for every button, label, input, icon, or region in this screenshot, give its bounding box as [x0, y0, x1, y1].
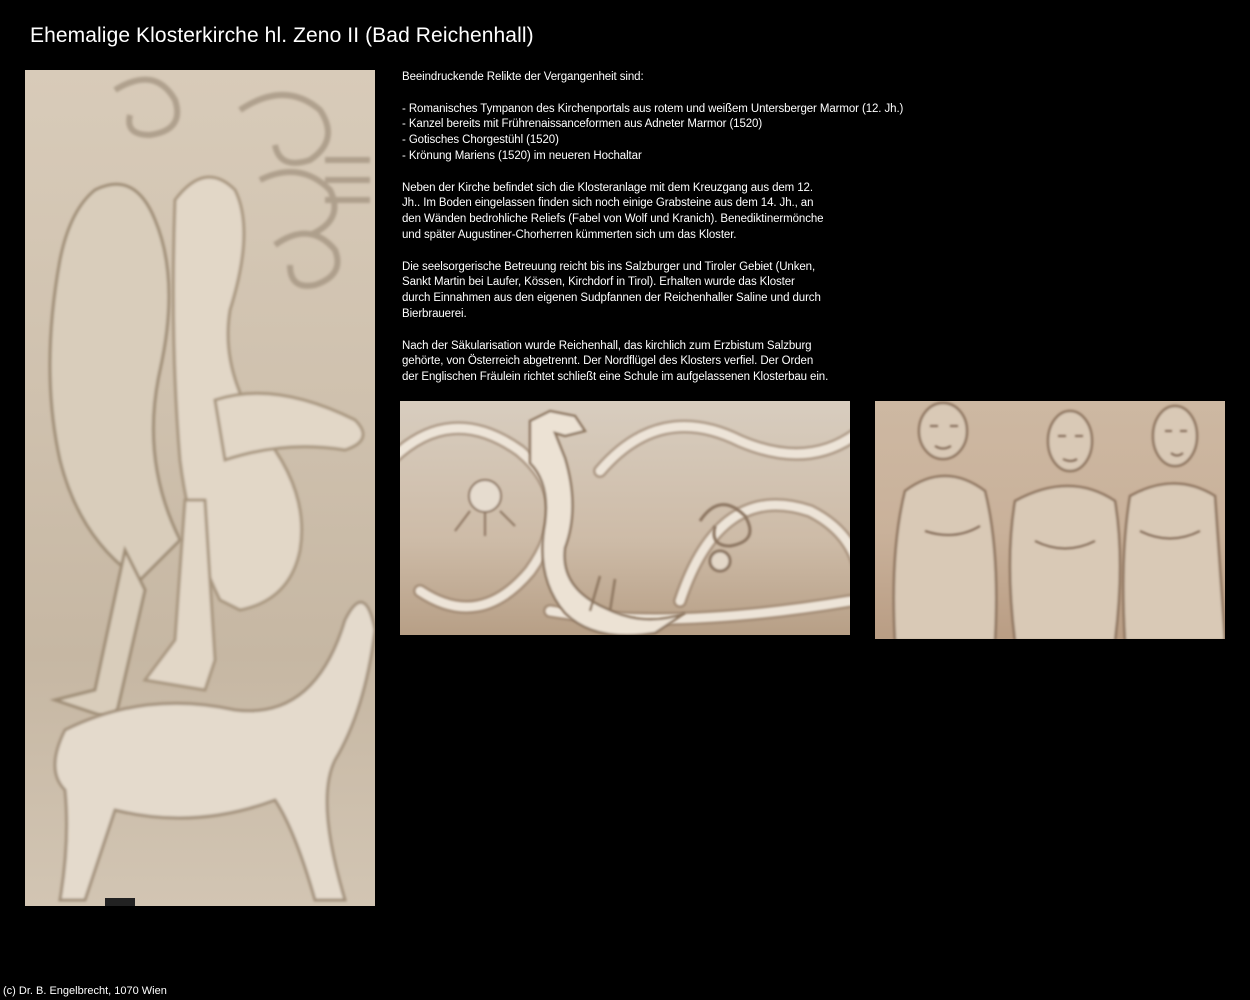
relief-photo-figures[interactable] [875, 401, 1225, 639]
list-item: - Romanisches Tympanon des Kirchenportals aus rotem und weißem Untersberger Marmor (12. Jh.) [402, 102, 904, 115]
text-line: Die seelsorgerische Betreuung reicht bis ins Salzburger und Tiroler Gebiet (Unken, [402, 260, 816, 273]
relief-photo-dragon[interactable] [400, 401, 850, 635]
list-item: - Kanzel bereits mit Frührenaissanceformen aus Adneter Marmor (1520) [402, 118, 763, 131]
text-line: gehörte, von Österreich abgetrennt. Der Nordflügel des Klosters verfiel. Der Orden [402, 355, 814, 368]
relief-photo-wolf-crane[interactable] [25, 70, 375, 906]
list-item: - Gotisches Chorgestühl (1520) [402, 134, 559, 147]
pastoral-paragraph [402, 260, 962, 323]
cloister-paragraph [402, 181, 962, 244]
text-line: den Wänden bedrohliche Reliefs (Fabel von Wolf und Kranich). Benediktinermönche [402, 213, 824, 226]
relief-illustration [25, 70, 375, 906]
text-line: Jh.. Im Boden eingelassen finden sich noch einige Grabsteine aus dem 14. Jh., an [402, 197, 814, 210]
intro-paragraph [402, 70, 962, 86]
text-line: Bierbrauerei. [402, 307, 467, 320]
page-title: Ehemalige Klosterkirche hl. Zeno II (Bad Reichenhall) [30, 24, 534, 47]
text-line: der Englischen Fräulein richtet schließt eine Schule im aufgelassenen Klosterbau ein. [402, 371, 829, 384]
text-line: und später Augustiner-Chorherren kümmerten sich um das Kloster. [402, 228, 737, 241]
list-item: - Krönung Mariens (1520) im neueren Hochaltar [402, 149, 642, 162]
text-line: durch Einnahmen aus den eigenen Sudpfannen der Reichenhaller Saline und durch [402, 292, 821, 305]
relics-list [402, 102, 962, 165]
text-line: Neben der Kirche befindet sich die Klosteranlage mit dem Kreuzgang aus dem 12. [402, 181, 813, 194]
text-line: Sankt Martin bei Laufer, Kössen, Kirchdorf in Tirol). Erhalten wurde das Kloster [402, 276, 795, 289]
copyright-credit: (c) Dr. B. Engelbrecht, 1070 Wien [3, 985, 167, 997]
text-line: Nach der Säkularisation wurde Reichenhall, das kirchlich zum Erzbistum Salzburg [402, 339, 812, 352]
relief-illustration [400, 401, 850, 635]
secularization-paragraph [402, 339, 962, 386]
text-line: Beeindruckende Relikte der Vergangenheit sind: [402, 71, 644, 83]
relief-illustration [875, 401, 1225, 639]
description-text [402, 70, 962, 402]
